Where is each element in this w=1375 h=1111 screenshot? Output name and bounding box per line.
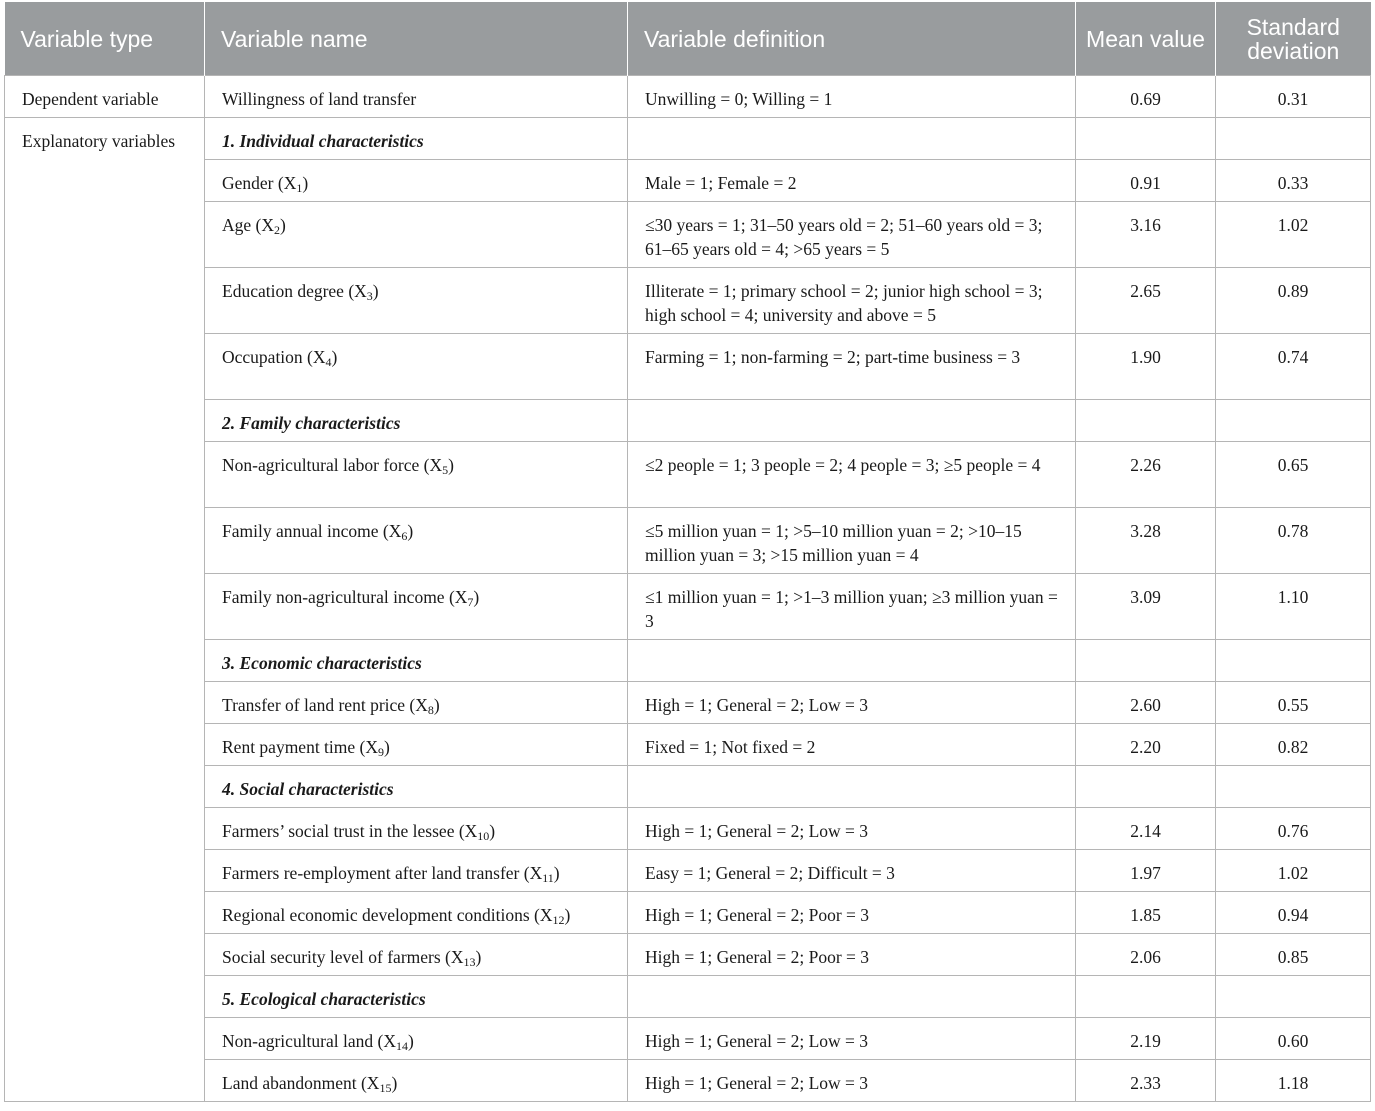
variable-definition-cell: Fixed = 1; Not fixed = 2	[628, 724, 1076, 766]
variable-name-cell: Social security level of farmers $(X_{13})$	[205, 934, 628, 976]
standard-deviation-cell: 0.82	[1216, 724, 1371, 766]
variable-definition-cell: High = 1; General = 2; Low = 3	[628, 682, 1076, 724]
table-row	[5, 334, 1371, 400]
variable-name-cell: Land abandonment $(X_{15})$	[205, 1060, 628, 1102]
mean-value-cell: 2.26	[1076, 442, 1216, 508]
table-row	[5, 850, 1371, 892]
variable-definition-cell: Illiterate = 1; primary school = 2; junior high school = 3; high school = 4; university and above = 5	[628, 268, 1076, 334]
section-row	[5, 640, 1371, 682]
standard-deviation-cell: 1.02	[1216, 850, 1371, 892]
variable-name-cell: Non-agricultural labor force $(X_5)$	[205, 442, 628, 508]
variables-table	[4, 2, 1371, 1102]
variable-name-cell: Willingness of land transfer	[205, 76, 628, 118]
standard-deviation-cell: 0.65	[1216, 442, 1371, 508]
variable-name-cell: Regional economic development conditions $(X_{12})$	[205, 892, 628, 934]
variable-name-cell: Occupation $(X_4)$	[205, 334, 628, 400]
variable-name-cell: Farmers re-employment after land transfer $(X_{11})$	[205, 850, 628, 892]
mean-value-cell: 2.19	[1076, 1018, 1216, 1060]
table-row	[5, 808, 1371, 850]
mean-value-cell: 2.14	[1076, 808, 1216, 850]
variable-name-cell: Farmers’ social trust in the lessee $(X_{10})$	[205, 808, 628, 850]
variable-definition-cell: ≤30 years = 1; 31–50 years old = 2; 51–60 years old = 3; 61–65 years old = 4; >65 years = 5	[628, 202, 1076, 268]
section-label: 5. Ecological characteristics	[205, 976, 628, 1018]
section-label: 4. Social characteristics	[205, 766, 628, 808]
variable-definition-cell: Farming = 1; non-farming = 2; part-time business = 3	[628, 334, 1076, 400]
table-row	[5, 202, 1371, 268]
standard-deviation-cell: 0.55	[1216, 682, 1371, 724]
standard-deviation-cell: 0.94	[1216, 892, 1371, 934]
standard-deviation-cell: 0.60	[1216, 1018, 1371, 1060]
standard-deviation-cell: 0.85	[1216, 934, 1371, 976]
table-row	[5, 160, 1371, 202]
standard-deviation-cell: 1.10	[1216, 574, 1371, 640]
section-label: 3. Economic characteristics	[205, 640, 628, 682]
header-variable-definition: Variable definition	[628, 2, 1076, 76]
variable-name-cell: Transfer of land rent price $(X_8)$	[205, 682, 628, 724]
variable-definition-cell: ≤5 million yuan = 1; >5–10 million yuan = 2; >10–15 million yuan = 3; >15 million yuan = 4	[628, 508, 1076, 574]
header-standard-deviation: Standard deviation	[1216, 2, 1371, 76]
variable-definition-cell: High = 1; General = 2; Poor = 3	[628, 892, 1076, 934]
variable-name-cell: Age $(X_2)$	[205, 202, 628, 268]
standard-deviation-cell: 0.74	[1216, 334, 1371, 400]
variable-type-cell: Explanatory variables	[5, 118, 205, 1102]
variable-definition-cell: Male = 1; Female = 2	[628, 160, 1076, 202]
variable-name-cell: Non-agricultural land $(X_{14})$	[205, 1018, 628, 1060]
table-row	[5, 442, 1371, 508]
table-row	[5, 1060, 1371, 1102]
mean-value-cell: 2.06	[1076, 934, 1216, 976]
variable-definition-cell: High = 1; General = 2; Low = 3	[628, 1018, 1076, 1060]
standard-deviation-cell: 1.18	[1216, 1060, 1371, 1102]
header-row	[5, 2, 1371, 76]
standard-deviation-cell: 1.02	[1216, 202, 1371, 268]
mean-value-cell: 2.60	[1076, 682, 1216, 724]
variable-definition-cell: Unwilling = 0; Willing = 1	[628, 76, 1076, 118]
header-variable-name: Variable name	[205, 2, 628, 76]
table-row	[5, 682, 1371, 724]
table-row	[5, 724, 1371, 766]
table-row	[5, 76, 1371, 118]
header-mean-value: Mean value	[1076, 2, 1216, 76]
mean-value-cell: 0.69	[1076, 76, 1216, 118]
mean-value-cell: 2.33	[1076, 1060, 1216, 1102]
standard-deviation-cell: 0.89	[1216, 268, 1371, 334]
mean-value-cell: 3.16	[1076, 202, 1216, 268]
mean-value-cell: 1.85	[1076, 892, 1216, 934]
mean-value-cell: 2.65	[1076, 268, 1216, 334]
header-variable-type: Variable type	[5, 2, 205, 76]
table-row	[5, 934, 1371, 976]
variable-definition-cell: High = 1; General = 2; Poor = 3	[628, 934, 1076, 976]
section-label: 1. Individual characteristics	[205, 118, 628, 160]
variable-name-cell: Family annual income $(X_6)$	[205, 508, 628, 574]
variable-type-cell: Dependent variable	[5, 76, 205, 118]
section-row	[5, 118, 1371, 160]
variable-definition-cell: ≤1 million yuan = 1; >1–3 million yuan; ≥3 million yuan = 3	[628, 574, 1076, 640]
variable-name-cell: Gender $(X_1)$	[205, 160, 628, 202]
section-row	[5, 400, 1371, 442]
variable-definition-cell: ≤2 people = 1; 3 people = 2; 4 people = 3; ≥5 people = 4	[628, 442, 1076, 508]
variable-definition-cell: High = 1; General = 2; Low = 3	[628, 1060, 1076, 1102]
variable-name-cell: Education degree $(X_3)$	[205, 268, 628, 334]
mean-value-cell: 1.90	[1076, 334, 1216, 400]
section-row	[5, 976, 1371, 1018]
section-row	[5, 766, 1371, 808]
variable-definition-cell: Easy = 1; General = 2; Difficult = 3	[628, 850, 1076, 892]
variable-name-cell: Family non-agricultural income $(X_7)$	[205, 574, 628, 640]
table-row	[5, 892, 1371, 934]
mean-value-cell: 3.09	[1076, 574, 1216, 640]
mean-value-cell: 1.97	[1076, 850, 1216, 892]
standard-deviation-cell: 0.78	[1216, 508, 1371, 574]
variable-definition-cell: High = 1; General = 2; Low = 3	[628, 808, 1076, 850]
mean-value-cell: 3.28	[1076, 508, 1216, 574]
variable-name-cell: Rent payment time $(X_9)$	[205, 724, 628, 766]
table-row	[5, 508, 1371, 574]
mean-value-cell: 2.20	[1076, 724, 1216, 766]
table-row	[5, 574, 1371, 640]
mean-value-cell: 0.91	[1076, 160, 1216, 202]
table-row	[5, 268, 1371, 334]
standard-deviation-cell: 0.33	[1216, 160, 1371, 202]
section-label: 2. Family characteristics	[205, 400, 628, 442]
table-row	[5, 1018, 1371, 1060]
standard-deviation-cell: 0.31	[1216, 76, 1371, 118]
standard-deviation-cell: 0.76	[1216, 808, 1371, 850]
